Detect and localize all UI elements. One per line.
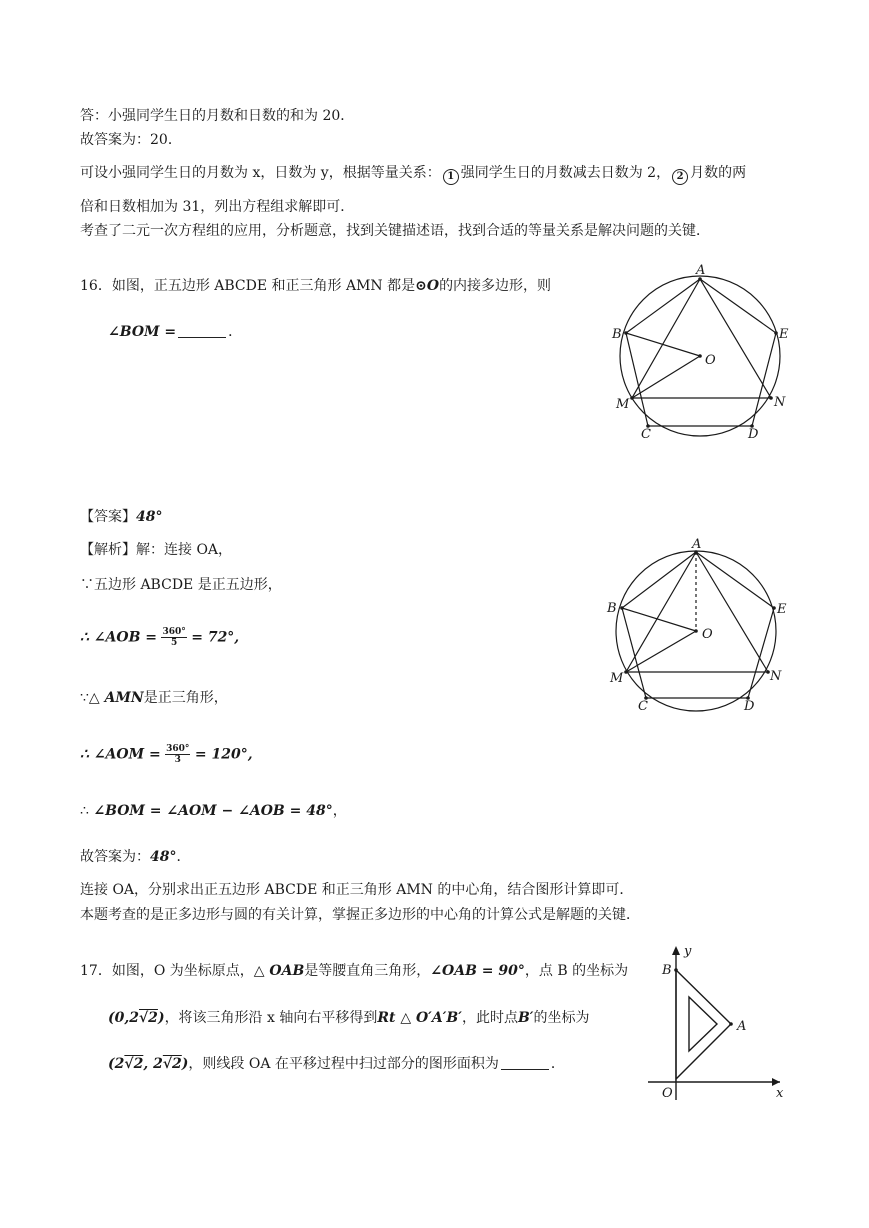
final-value: 48° [150, 849, 177, 865]
label-m: M [616, 397, 630, 412]
q17-line2-a: ，将该三角形沿 x 轴向右平移得到 [164, 1010, 378, 1026]
answer-blank-17 [501, 1055, 549, 1070]
label-n: N [774, 395, 786, 410]
q16-text-b: 的内接多边形，则 [439, 278, 552, 294]
q16-text-a: 16．如图，正五边形 ABCDE 和正三角形 AMN 都是 [80, 278, 416, 294]
label-e: E [779, 327, 789, 342]
label-y-axis: y [684, 944, 692, 959]
analysis-text-a: 可设小强同学生日的月数为 x，日数为 y，根据等量关系： [80, 165, 441, 181]
label-o-2: O [702, 627, 713, 642]
q17-line2-c: 的坐标为 [533, 1010, 590, 1026]
q17-line3-b: ． [550, 1056, 565, 1072]
label-o: O [705, 353, 716, 368]
label-d-2: D [744, 699, 755, 714]
pentagon-abcde [626, 279, 776, 426]
q17-line1-b: 是等腰直角三角形， [304, 963, 431, 979]
triangle-oab: △ OAB [253, 963, 305, 979]
answer-line: 答：小强同学生日的月数和日数的和为 20． [80, 108, 355, 124]
step5-a: ∴ [80, 803, 89, 819]
summary-16: 本题考查的是正多边形与圆的有关计算，掌握正多边形的中心角的计算公式是解题的关键． [80, 907, 640, 923]
step3-b: 是正三角形， [143, 690, 228, 706]
final-a: 故答案为： [80, 849, 150, 865]
step-4 [80, 744, 253, 765]
segment-ob [626, 333, 700, 356]
question-17-line-3 [108, 1054, 565, 1074]
question-17-line-1 [80, 961, 628, 981]
q17-line2-b: ，此时点 [461, 1010, 518, 1026]
final-b: ． [176, 849, 191, 865]
label-d: D [748, 427, 759, 442]
label-o-17: O [662, 1086, 673, 1101]
label-e-2: E [777, 602, 787, 617]
label-a-17: A [737, 1019, 747, 1034]
figure-pentagon-1 [605, 262, 805, 442]
angle-bom-expr: ∠BOM = [108, 324, 177, 340]
question-16-line-2 [108, 322, 242, 342]
label-b-2: B [607, 601, 617, 616]
coord-b-prime: (2√2, 2√2) [108, 1056, 189, 1072]
odot-symbol: ⊙ [415, 278, 427, 294]
figure-pentagon-2 [595, 533, 800, 718]
step4-rhs: = 120°, [194, 746, 253, 763]
analysis-intro: 解：连接 OA， [136, 542, 233, 558]
label-a: A [696, 263, 706, 278]
step-2 [80, 627, 239, 648]
method-16: 连接 OA，分别求出正五边形 ABCDE 和正三角形 AMN 的中心角，结合图形计算即可． [80, 882, 634, 898]
answer-label: 【答案】 [80, 509, 136, 525]
q16-end-mark: ． [228, 324, 243, 340]
step-3 [80, 688, 228, 708]
triangle-amn [632, 279, 771, 398]
coord-b: (0,2√2) [108, 1010, 165, 1026]
step4-lhs: ∴ ∠AOM = [80, 746, 161, 763]
label-n-2: N [770, 669, 782, 684]
step5-expr: ∠BOM = ∠AOM − ∠AOB = 48° [93, 803, 333, 819]
final-answer-16 [80, 847, 190, 867]
answer-value: 48° [136, 509, 163, 525]
summary-15: 考查了二元一次方程组的应用，分析题意，找到关键描述语，找到合适的等量关系是解决问题的关键． [80, 223, 710, 239]
label-a-2: A [692, 537, 702, 552]
analysis-16 [80, 540, 232, 560]
circled-two: 2 [672, 169, 688, 185]
analysis-line-2: 倍和日数相加为 31，列出方程组求解即可． [80, 199, 355, 215]
answer-16 [80, 507, 162, 527]
label-c-2: C [638, 699, 648, 714]
b-prime: B′ [517, 1010, 534, 1026]
label-c: C [641, 427, 651, 442]
step3-a: ∵ [80, 690, 89, 706]
rt-triangle-prime: Rt △ O′A′B′ [377, 1010, 462, 1026]
final-answer-line: 故答案为：20． [80, 132, 182, 148]
angle-oab: ∠OAB = 90° [430, 963, 525, 979]
q17-line3-a: ，则线段 OA 在平移过程中扫过部分的图形面积为 [188, 1056, 499, 1072]
fraction-360-3: $\frac{360^\circ}{3}$ [166, 744, 190, 765]
step2-lhs: ∴ ∠AOB = [80, 629, 158, 646]
figure-coordinate-triangle [648, 940, 798, 1105]
analysis-text-c: 月数的两 [690, 165, 747, 181]
q17-line1-c: ，点 B 的坐标为 [524, 963, 629, 979]
analysis-label: 【解析】 [80, 542, 136, 558]
triangle-amn-symbol: △ AMN [88, 690, 144, 706]
x-arrow-icon [772, 1078, 780, 1086]
circle-o-letter: O [426, 278, 440, 294]
question-16-line-1 [80, 276, 551, 296]
step2-rhs: = 72°, [191, 629, 240, 646]
question-17-line-2 [108, 1008, 589, 1028]
analysis-line-1 [80, 163, 746, 185]
triangle-oab-shape [676, 970, 731, 1079]
label-b-17: B [662, 963, 672, 978]
y-arrow-icon [672, 946, 680, 955]
step-1: ∵五边形 ABCDE 是正五边形， [80, 577, 282, 593]
fraction-360-5: $\frac{360^\circ}{5}$ [162, 627, 186, 648]
segment-om [632, 356, 700, 398]
q17-line1-a: 17．如图，O 为坐标原点， [80, 963, 254, 979]
answer-blank [178, 323, 226, 338]
analysis-text-b: 强同学生日的月数减去日数为 2， [460, 165, 671, 181]
label-m-2: M [610, 671, 624, 686]
label-x-axis: x [776, 1086, 784, 1101]
step5-b: ， [332, 803, 347, 819]
label-b: B [612, 327, 622, 342]
step-5 [80, 801, 347, 821]
circled-one: 1 [443, 169, 459, 185]
